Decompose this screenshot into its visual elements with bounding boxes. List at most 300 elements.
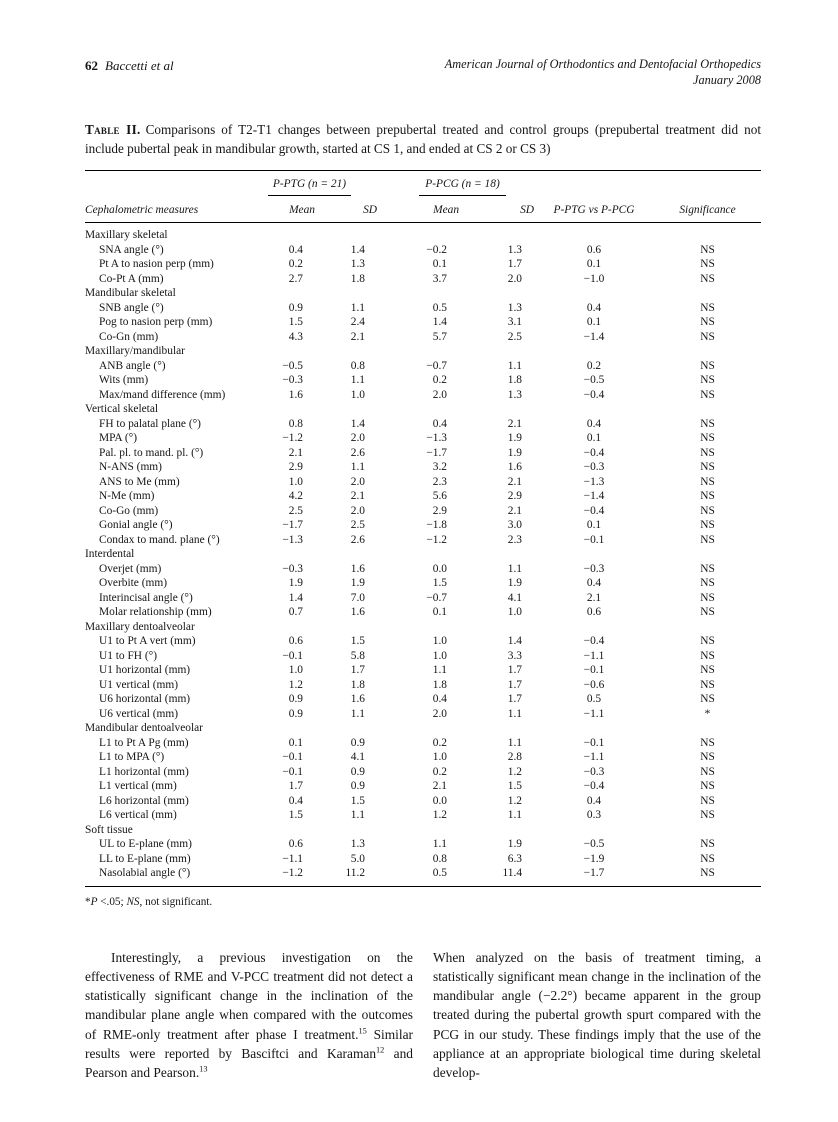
value-cell: 2.3 — [507, 533, 523, 546]
measure-cell: Overbite (mm) — [99, 577, 168, 589]
value-cell: 1.0 — [288, 475, 303, 488]
significance-cell: NS — [700, 432, 715, 444]
page-number: 62 — [85, 58, 98, 73]
italic-text: P — [90, 895, 98, 908]
section-header-row — [85, 402, 761, 417]
measure-cell: Condax to mand. plane (°) — [99, 533, 220, 546]
value-cell: −1.4 — [583, 490, 605, 502]
col-header-mean-pptg: Mean — [260, 196, 315, 223]
table-row — [85, 359, 761, 374]
value-cell: −0.1 — [282, 765, 303, 778]
measure-cell: SNB angle (°) — [99, 301, 164, 314]
measure-cell: ANS to Me (mm) — [99, 475, 180, 488]
value-cell: 0.4 — [586, 794, 602, 807]
value-cell: 2.0 — [432, 707, 448, 720]
section-header-row — [85, 721, 761, 736]
measure-cell: Pog to nasion perp (mm) — [99, 316, 213, 328]
value-cell: −0.2 — [426, 243, 448, 256]
value-cell: 1.6 — [350, 562, 366, 575]
value-cell: −0.3 — [583, 765, 605, 778]
significance-cell: NS — [700, 765, 715, 778]
measure-cell: FH to palatal plane (°) — [99, 417, 201, 430]
value-cell: −1.1 — [282, 852, 303, 865]
table-caption-text: Comparisons of T2-T1 changes between prepubertal treated and control groups (prepubertal treatment did not include pubertal peak in mandibular growth, started at CS 1, and ended at CS 2 or CS 3) — [85, 122, 761, 156]
measure-cell: Nasolabial angle (°) — [99, 867, 191, 879]
value-cell: 1.4 — [350, 243, 366, 256]
value-cell: 2.5 — [288, 504, 303, 517]
value-cell: 0.7 — [288, 606, 303, 618]
value-cell: 4.3 — [288, 330, 303, 343]
table-row — [85, 417, 761, 432]
value-cell: 2.7 — [288, 272, 303, 285]
value-cell: −0.7 — [426, 359, 448, 372]
value-cell: 1.6 — [350, 606, 366, 618]
value-cell: −0.3 — [282, 562, 303, 575]
value-cell: −0.4 — [583, 446, 605, 459]
significance-cell: NS — [700, 693, 715, 705]
section-name: Maxillary/mandibular — [85, 345, 185, 357]
value-cell: 2.6 — [350, 446, 366, 459]
table-row — [85, 852, 761, 867]
value-cell: 1.5 — [288, 809, 303, 821]
value-cell: 3.7 — [432, 272, 448, 285]
value-cell: 0.4 — [586, 417, 602, 430]
significance-cell: NS — [700, 272, 715, 285]
value-cell: −1.1 — [583, 707, 605, 720]
table-footnote: *P <.05; NS, not significant. — [85, 895, 213, 908]
significance-cell: NS — [700, 852, 715, 865]
value-cell: 0.2 — [432, 736, 448, 749]
measure-cell: LL to E-plane (mm) — [99, 852, 191, 865]
table-row — [85, 243, 761, 258]
value-cell: 1.8 — [350, 678, 366, 691]
spacer-cell — [534, 171, 654, 196]
spacer-cell — [654, 171, 761, 196]
value-cell: 0.6 — [288, 635, 303, 647]
value-cell: 2.6 — [350, 533, 366, 546]
value-cell: 0.8 — [288, 417, 303, 430]
table-row — [85, 562, 761, 577]
value-cell: 2.1 — [350, 330, 366, 343]
table-row — [85, 736, 761, 751]
value-cell: 0.2 — [586, 359, 602, 372]
running-head-left — [85, 56, 174, 74]
value-cell: 1.9 — [350, 577, 366, 589]
body-column-left — [85, 948, 413, 1083]
value-cell: 2.9 — [507, 490, 523, 502]
value-cell: 0.5 — [432, 301, 448, 314]
significance-cell: NS — [700, 316, 715, 328]
value-cell: 1.5 — [288, 316, 303, 328]
value-cell: 3.3 — [507, 649, 523, 662]
table-label: Table II. — [85, 122, 141, 137]
value-cell: 1.7 — [350, 664, 366, 676]
value-cell: 6.3 — [507, 852, 523, 865]
value-cell: 1.3 — [507, 243, 523, 256]
value-cell: 1.4 — [507, 635, 523, 647]
value-cell: 3.1 — [507, 316, 523, 328]
value-cell: 0.8 — [432, 852, 448, 865]
measure-cell: L1 horizontal (mm) — [99, 765, 189, 778]
citation-superscript: 13 — [199, 1064, 208, 1074]
value-cell: 1.1 — [350, 374, 366, 386]
significance-cell: NS — [700, 649, 715, 662]
spacer-cell — [85, 171, 260, 196]
value-cell: −1.4 — [583, 330, 605, 343]
measure-cell: L6 horizontal (mm) — [99, 794, 189, 807]
value-cell: −0.4 — [583, 388, 605, 401]
value-cell: −1.7 — [426, 446, 448, 459]
value-cell: −0.3 — [583, 461, 605, 473]
value-cell: 1.4 — [350, 417, 366, 430]
value-cell: 0.6 — [586, 606, 602, 618]
value-cell: 0.5 — [586, 693, 602, 705]
significance-cell: NS — [700, 388, 715, 401]
value-cell: 1.7 — [507, 693, 523, 705]
significance-cell: NS — [700, 374, 715, 386]
body-column-right — [433, 948, 761, 1083]
value-cell: 0.4 — [432, 417, 448, 430]
value-cell: 2.5 — [350, 519, 366, 531]
value-cell: 0.6 — [288, 838, 303, 850]
group-header-pptg-label: P-PTG (n = 21) — [268, 177, 351, 196]
journal-title: American Journal of Orthodontics and Dentofacial Orthopedics — [444, 57, 761, 71]
table-row — [85, 649, 761, 664]
section-name: Maxillary skeletal — [85, 229, 168, 241]
section-header-row — [85, 547, 761, 562]
value-cell: −0.3 — [583, 562, 605, 575]
significance-cell: NS — [700, 794, 715, 807]
section-name: Mandibular skeletal — [85, 287, 176, 299]
significance-cell: NS — [700, 446, 715, 459]
measure-cell: N-Me (mm) — [99, 490, 155, 502]
value-cell: 1.3 — [350, 258, 366, 270]
table-head — [85, 171, 761, 223]
col-header-measures: Cephalometric measures — [85, 196, 260, 223]
value-cell: 1.0 — [350, 388, 366, 401]
group-header-ppcg — [377, 171, 534, 196]
value-cell: 1.8 — [432, 678, 448, 691]
value-cell: 1.6 — [507, 461, 523, 473]
measure-cell: Molar relationship (mm) — [99, 606, 212, 618]
significance-cell: NS — [700, 664, 715, 676]
value-cell: 0.4 — [288, 794, 303, 807]
value-cell: 0.6 — [586, 243, 602, 256]
section-header-row — [85, 823, 761, 838]
running-authors: Baccetti et al — [105, 58, 174, 73]
value-cell: 1.1 — [432, 664, 448, 676]
section-header-row — [85, 286, 761, 301]
table-row — [85, 794, 761, 809]
value-cell: 2.9 — [288, 461, 303, 473]
col-header-significance: Significance — [654, 196, 761, 223]
value-cell: 0.3 — [586, 809, 602, 821]
table-row — [85, 533, 761, 548]
body-paragraph: When analyzed on the basis of treatment timing, a statistically significant mean change in the inclination of the mandibular angle (−2.2°) became apparent in the group treated during the pubertal growth spurt compared with the PCG in our study. These findings imply that the use of the appliance at an appropriate biological time during skeletal develop- — [433, 949, 761, 1081]
table-row — [85, 446, 761, 461]
measure-cell: L1 to MPA (°) — [99, 751, 165, 763]
measure-cell: Pal. pl. to mand. pl. (°) — [99, 446, 204, 459]
significance-cell: NS — [700, 591, 715, 604]
value-cell: −0.7 — [426, 591, 448, 604]
italic-text: NS — [126, 895, 140, 908]
value-cell: 2.0 — [350, 475, 366, 488]
table-row — [85, 576, 761, 591]
table-row — [85, 707, 761, 722]
value-cell: 1.1 — [507, 359, 523, 372]
value-cell: 1.2 — [288, 678, 303, 691]
value-cell: −1.7 — [583, 867, 605, 879]
measure-cell: ANB angle (°) — [99, 359, 166, 372]
value-cell: 1.0 — [432, 751, 448, 763]
significance-cell: NS — [700, 461, 715, 473]
col-header-sd-pptg: SD — [315, 196, 377, 223]
section-name: Vertical skeletal — [85, 403, 159, 415]
group-header-pptg — [260, 171, 377, 196]
value-cell: 1.7 — [288, 780, 303, 792]
value-cell: −0.1 — [282, 649, 303, 662]
value-cell: 1.0 — [432, 649, 448, 662]
value-cell: 0.0 — [432, 794, 448, 807]
value-cell: 0.1 — [432, 258, 448, 270]
measure-cell: Max/mand difference (mm) — [99, 388, 226, 401]
value-cell: −0.4 — [583, 635, 605, 647]
measure-cell: L1 to Pt A Pg (mm) — [99, 736, 189, 749]
value-cell: −0.3 — [282, 374, 303, 386]
table-row — [85, 692, 761, 707]
value-cell: 1.5 — [507, 780, 523, 792]
value-cell: 2.1 — [288, 446, 303, 459]
value-cell: 2.0 — [350, 432, 366, 444]
value-cell: −1.7 — [282, 519, 303, 531]
significance-cell: NS — [700, 359, 715, 372]
measure-cell: U1 to FH (°) — [99, 649, 158, 662]
significance-cell: NS — [700, 562, 715, 575]
value-cell: 1.3 — [507, 388, 523, 401]
significance-cell: NS — [700, 780, 715, 792]
table-row — [85, 475, 761, 490]
table-row — [85, 779, 761, 794]
value-cell: 5.6 — [432, 490, 448, 502]
body-text — [85, 948, 761, 1083]
value-cell: −1.2 — [282, 867, 303, 879]
significance-cell: NS — [700, 751, 715, 763]
significance-cell: NS — [700, 475, 715, 488]
value-cell: 0.8 — [350, 359, 366, 372]
value-cell: −1.0 — [583, 272, 605, 285]
table-row — [85, 272, 761, 287]
value-cell: 1.5 — [432, 577, 448, 589]
value-cell: 1.9 — [288, 577, 303, 589]
measure-cell: Gonial angle (°) — [99, 519, 173, 531]
value-cell: 2.3 — [432, 475, 448, 488]
section-header-row — [85, 344, 761, 359]
value-cell: 4.1 — [507, 591, 523, 604]
table-row — [85, 489, 761, 504]
value-cell: 2.9 — [432, 504, 448, 517]
value-cell: 2.1 — [507, 417, 523, 430]
value-cell: −0.5 — [282, 359, 303, 372]
measure-cell: MPA (°) — [99, 432, 138, 444]
significance-cell: * — [704, 707, 711, 720]
value-cell: −1.3 — [282, 533, 303, 546]
table-row — [85, 866, 761, 886]
table-row — [85, 808, 761, 823]
value-cell: 0.1 — [586, 519, 602, 531]
table-row — [85, 504, 761, 519]
value-cell: 1.1 — [350, 301, 366, 314]
journal-issue-date: January 2008 — [693, 73, 761, 87]
value-cell: −1.9 — [583, 852, 605, 865]
value-cell: 0.1 — [586, 432, 602, 444]
value-cell: −0.1 — [583, 533, 605, 546]
value-cell: 1.9 — [507, 577, 523, 589]
table-row — [85, 750, 761, 765]
significance-cell: NS — [700, 258, 715, 270]
significance-cell: NS — [700, 838, 715, 850]
section-header-row — [85, 223, 761, 243]
measure-cell: U1 to Pt A vert (mm) — [99, 635, 196, 647]
value-cell: 2.4 — [350, 316, 366, 328]
value-cell: 1.9 — [507, 446, 523, 459]
table-row — [85, 518, 761, 533]
value-cell: −1.2 — [426, 533, 448, 546]
significance-cell: NS — [700, 809, 715, 821]
table-row — [85, 330, 761, 345]
value-cell: 1.5 — [350, 794, 366, 807]
value-cell: −0.5 — [583, 838, 605, 850]
table-row — [85, 388, 761, 403]
value-cell: 1.6 — [350, 693, 366, 705]
running-head-right — [445, 56, 761, 88]
value-cell: 1.7 — [507, 664, 523, 676]
value-cell: 0.9 — [350, 736, 366, 749]
value-cell: 1.4 — [288, 591, 303, 604]
value-cell: 3.2 — [432, 461, 448, 473]
measure-cell: U1 vertical (mm) — [99, 678, 179, 691]
value-cell: 1.8 — [350, 272, 366, 285]
value-cell: 1.3 — [350, 838, 366, 850]
significance-cell: NS — [700, 577, 715, 589]
section-header-row — [85, 620, 761, 635]
value-cell: 2.1 — [350, 490, 366, 502]
group-header-row — [85, 171, 761, 196]
value-cell: 1.7 — [507, 258, 523, 270]
col-header-sd-ppcg: SD — [459, 196, 534, 223]
section-name: Soft tissue — [85, 823, 133, 836]
measure-cell: Co-Pt A (mm) — [99, 272, 164, 285]
value-cell: 2.5 — [507, 330, 523, 343]
table-row — [85, 837, 761, 852]
value-cell: 1.1 — [350, 461, 366, 473]
value-cell: 1.2 — [507, 794, 523, 807]
value-cell: −1.3 — [583, 475, 605, 488]
value-cell: 0.4 — [288, 243, 303, 256]
value-cell: 1.0 — [507, 606, 523, 618]
table-row — [85, 257, 761, 272]
significance-cell: NS — [700, 736, 715, 749]
measure-cell: L6 vertical (mm) — [99, 809, 177, 821]
measure-cell: Co-Go (mm) — [99, 504, 159, 517]
table-row — [85, 663, 761, 678]
value-cell: 1.1 — [507, 736, 523, 749]
value-cell: 2.0 — [507, 272, 523, 285]
value-cell: 0.1 — [586, 258, 602, 270]
measure-cell: Interincisal angle (°) — [99, 591, 193, 604]
value-cell: 1.0 — [288, 664, 303, 676]
measure-cell: Pt A to nasion perp (mm) — [99, 258, 214, 270]
value-cell: 1.1 — [350, 809, 366, 821]
value-cell: 2.0 — [432, 388, 448, 401]
value-cell: 3.0 — [507, 519, 523, 531]
value-cell: 1.6 — [288, 388, 303, 401]
value-cell: 0.4 — [586, 301, 602, 314]
significance-cell: NS — [700, 243, 715, 256]
body-paragraph: Interestingly, a previous investigation on the effectiveness of RME and V-PCC treatment did not detect a statistically significant change in the inclination of the mandibular plane angle when compared with the outcomes of RME-only treatment after phase I treatment.$^{15}$ Similar results were reported by Basciftci and Karaman$^{12}$ and Pearson and Pearson.$^{13}$ — [85, 949, 414, 1081]
value-cell: 5.8 — [350, 649, 366, 662]
value-cell: 0.9 — [350, 765, 366, 778]
value-cell: 0.2 — [288, 258, 303, 270]
value-cell: 1.1 — [507, 562, 523, 575]
value-cell: −1.1 — [583, 751, 605, 763]
significance-cell: NS — [700, 301, 715, 314]
value-cell: 0.9 — [288, 301, 303, 314]
value-cell: −0.1 — [282, 751, 303, 763]
value-cell: 0.2 — [432, 765, 448, 778]
value-cell: 0.1 — [432, 606, 448, 618]
value-cell: 1.8 — [507, 374, 523, 386]
table-row — [85, 460, 761, 475]
value-cell: 1.2 — [432, 809, 448, 821]
significance-cell: NS — [700, 867, 715, 879]
section-name: Mandibular dentoalveolar — [85, 722, 203, 734]
significance-cell: NS — [700, 606, 715, 618]
measure-cell: U1 horizontal (mm) — [99, 664, 191, 676]
value-cell: 7.0 — [350, 591, 366, 604]
significance-cell: NS — [700, 635, 715, 647]
measure-cell: L1 vertical (mm) — [99, 780, 177, 792]
significance-cell: NS — [700, 330, 715, 343]
citation-superscript: 12 — [376, 1045, 385, 1055]
value-cell: 0.4 — [586, 577, 602, 589]
value-cell: 2.1 — [507, 504, 523, 517]
value-cell: 1.5 — [350, 635, 366, 647]
value-cell: 2.8 — [507, 751, 523, 763]
citation-superscript: 15 — [358, 1026, 367, 1036]
measure-cell: Wits (mm) — [99, 374, 149, 386]
significance-cell: NS — [700, 490, 715, 502]
value-cell: 0.5 — [432, 867, 448, 879]
value-cell: −1.2 — [282, 432, 303, 444]
value-cell: 2.1 — [507, 475, 523, 488]
value-cell: 0.0 — [432, 562, 448, 575]
value-cell: 4.2 — [288, 490, 303, 502]
column-header-row — [85, 196, 761, 223]
value-cell: 1.3 — [507, 301, 523, 314]
value-cell: −0.4 — [583, 780, 605, 792]
significance-cell: NS — [700, 533, 715, 546]
table-caption — [85, 120, 761, 158]
value-cell: 0.9 — [288, 693, 303, 705]
value-cell: 0.9 — [350, 780, 366, 792]
value-cell: 4.1 — [350, 751, 366, 763]
value-cell: −0.1 — [583, 664, 605, 676]
table-row — [85, 315, 761, 330]
value-cell: −0.1 — [583, 736, 605, 749]
significance-cell: NS — [700, 519, 715, 531]
value-cell: −1.1 — [583, 649, 605, 662]
value-cell: 0.9 — [288, 707, 303, 720]
